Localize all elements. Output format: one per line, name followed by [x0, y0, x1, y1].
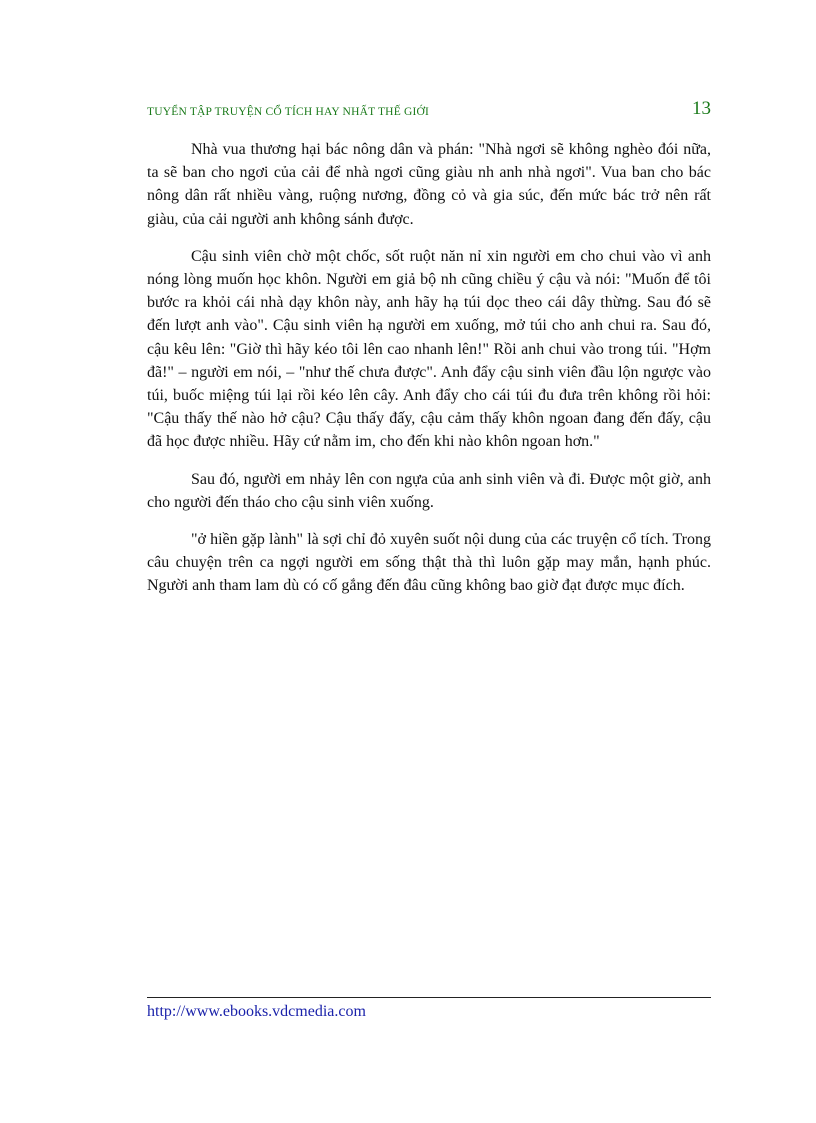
paragraph-3: Sau đó, người em nhảy lên con ngựa của anh sinh viên và đi. Được một giờ, anh cho người đến tháo cho cậu sinh viên xuống.	[147, 470, 711, 511]
page-body	[147, 138, 711, 612]
footer-url-link[interactable]: http://www.ebooks.vdcmedia.com	[147, 1003, 366, 1020]
page-number: 13	[692, 98, 711, 119]
paragraph-1: Nhà vua thương hại bác nông dân và phán: "Nhà ngơi sẽ không nghèo đói nữa, ta sẽ ban cho ngơi của cải để nhà ngơi cũng giàu nh anh nhà ngơi". Vua ban cho bác nông dân rất nhiều vàng, ruộng nương, đồng cỏ và gia súc, đến mức bác trở nên rất giàu, của cải người anh không sánh được.	[147, 141, 711, 228]
paragraph-2: Cậu sinh viên chờ một chốc, sốt ruột năn nỉ xin người em cho chui vào vì anh nóng lòng muốn học khôn. Người em giả bộ nh cũng chiều ý cậu và nói: "Muốn để tôi bước ra khỏi cái nhà dạy khôn này, anh hãy hạ túi dọc theo cái dây thừng. Sau đó sẽ đến lượt anh vào". Cậu sinh viên hạ người em xuống, mở túi cho anh chui ra. Sau đó, cậu kêu lên: "Giờ thì hãy kéo tôi lên cao nhanh lên!" Rồi anh chui vào trong túi. "Hợm đã!" – người em nói, – "như thế chưa được". Anh đẩy cậu sinh viên đầu lộn ngược vào túi, buốc miệng túi lại rồi kéo lên cây. Anh đẩy cho cái túi đu đưa trên không rồi hỏi: "Cậu thấy thế nào hở cậu? Cậu thấy đấy, cậu cảm thấy khôn ngoan đang đến đấy, cậu đã học được nhiều. Hãy cứ nằm im, cho đến khi nào khôn ngoan hơn."	[147, 247, 711, 451]
paragraph-4: "ở hiền gặp lành" là sợi chỉ đỏ xuyên suốt nội dung của các truyện cổ tích. Trong câu chuyện trên ca ngợi người em sống thật thà thì luôn gặp may mắn, hạnh phúc. Người anh tham lam dù có cố gắng đến đâu cũng không bao giờ đạt được mục đích.	[147, 531, 711, 595]
footer-divider	[147, 997, 711, 998]
book-title: TUYỂN TẬP TRUYỆN CỔ TÍCH HAY NHẤT THẾ GIỚI	[147, 106, 430, 118]
page-header	[147, 98, 711, 122]
